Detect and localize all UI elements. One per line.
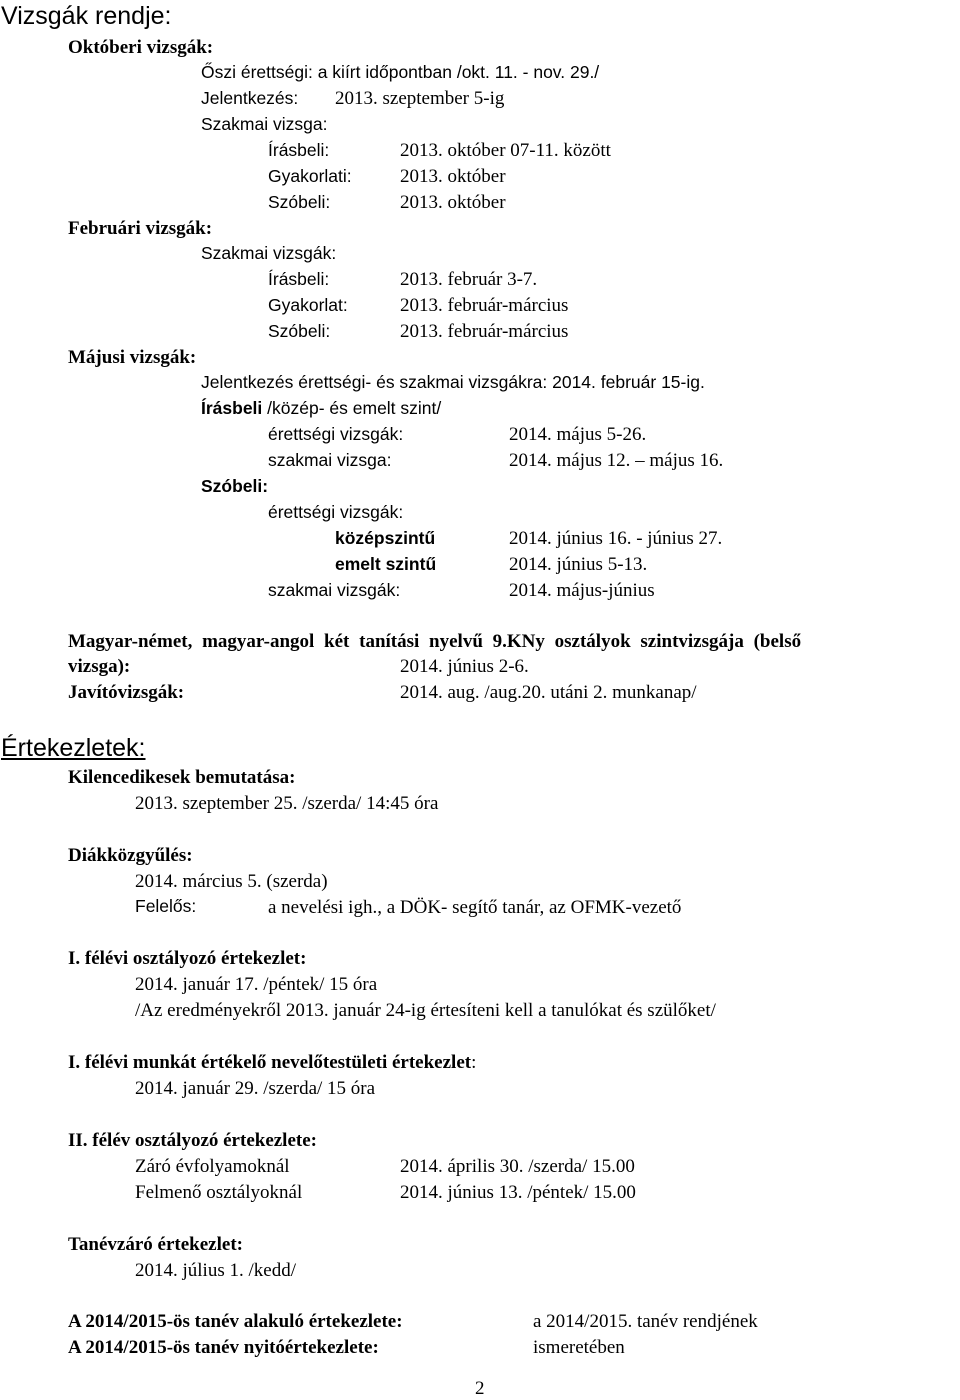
- okt-irasbeli-label: Írásbeli:: [268, 140, 330, 160]
- ketnyelvu-value: 2014. június 2-6.: [400, 656, 529, 677]
- emelt-szint-value: 2014. június 5-13.: [509, 554, 648, 575]
- zaro-value: 2014. április 30. /szerda/ 15.00: [400, 1156, 635, 1177]
- felelos-value: a nevelési igh., a DÖK- segítő tanár, az OFMK-vezető: [268, 897, 682, 918]
- majus-szobeli-heading: Szóbeli:: [201, 476, 269, 496]
- munka-heading: [68, 1053, 476, 1072]
- feb-szobeli-value: 2013. február-március: [400, 321, 569, 342]
- majus-szakmai-value: 2014. május 12. – május 16.: [509, 450, 724, 471]
- majus-irasbeli-line: [201, 400, 441, 418]
- feb-szakmai-label: Szakmai vizsgák:: [201, 243, 337, 263]
- kozepszint-label: középszintű: [335, 528, 436, 548]
- feb-szobeli-label: Szóbeli:: [268, 321, 331, 341]
- majus-irasbeli-bold: Írásbeli: [201, 398, 263, 418]
- ketnyelvu-line2: vizsga):: [68, 656, 131, 677]
- felev1-date: 2014. január 17. /péntek/ 15 óra: [135, 974, 378, 995]
- zaro-label: Záró évfolyamoknál: [135, 1156, 290, 1177]
- majus-irasbeli-rest: /közép- és emelt szint/: [262, 398, 442, 418]
- munka-date: 2014. január 29. /szerda/ 15 óra: [135, 1078, 376, 1099]
- munka-heading-colon: :: [471, 1052, 477, 1073]
- alakulo-value-line2: ismeretében: [533, 1337, 625, 1358]
- okt-gyakorlati-value: 2013. október: [400, 166, 506, 187]
- majus-szakmai2-label: szakmai vizsgák:: [268, 580, 401, 600]
- majus-szakmai-label: szakmai vizsga:: [268, 450, 392, 470]
- oszi-erettsegi: Őszi érettségi: a kiírt időpontban /okt. 11. - nov. 29./: [201, 62, 600, 82]
- kilencedikesek-value: 2013. szeptember 25. /szerda/ 14:45 óra: [135, 793, 439, 814]
- majus-erettsegi-label: érettségi vizsgák:: [268, 424, 404, 444]
- munka-heading-text: I. félévi munkát értékelő nevelőtestületi értekezlet: [68, 1052, 472, 1073]
- javito-label: Javítóvizsgák:: [68, 682, 185, 703]
- okt-gyakorlati-label: Gyakorlati:: [268, 166, 352, 186]
- jelentkezes-value: 2013. szeptember 5-ig: [335, 88, 505, 109]
- felev2-heading: II. félév osztályozó értekezlete:: [68, 1130, 317, 1151]
- kozepszint-value: 2014. június 16. - június 27.: [509, 528, 723, 549]
- alakulo-value-line1: a 2014/2015. tanév rendjének: [533, 1311, 758, 1332]
- feb-irasbeli-value: 2013. február 3-7.: [400, 269, 538, 290]
- majus-szakmai2-value: 2014. május-június: [509, 580, 655, 601]
- feb-irasbeli-label: Írásbeli:: [268, 269, 330, 289]
- tanevzaro-date: 2014. július 1. /kedd/: [135, 1260, 296, 1281]
- diakkozgyules-date: 2014. március 5. (szerda): [135, 871, 328, 892]
- okt-szobeli-label: Szóbeli:: [268, 192, 331, 212]
- okt-szobeli-value: 2013. október: [400, 192, 506, 213]
- felev1-heading: I. félévi osztályozó értekezlet:: [68, 948, 307, 969]
- page-number: 2: [475, 1378, 485, 1399]
- emelt-szint-label: emelt szintű: [335, 554, 437, 574]
- alakulo-label: A 2014/2015-ös tanév alakuló értekezlete:: [68, 1311, 403, 1332]
- majus-heading: Májusi vizsgák:: [68, 347, 197, 368]
- section-title-ertekezletek: Értekezletek:: [1, 734, 146, 762]
- felmeno-label: Felmenő osztályoknál: [135, 1182, 303, 1203]
- section-title-vizsgak: Vizsgák rendje:: [1, 2, 172, 30]
- felev1-note: /Az eredményekről 2013. január 24-ig értesíteni kell a tanulókat és szülőket/: [135, 1000, 716, 1021]
- oktober-heading: Októberi vizsgák:: [68, 37, 214, 58]
- feb-gyakorlat-value: 2013. február-március: [400, 295, 569, 316]
- majus-jelentkezes: Jelentkezés érettségi- és szakmai vizsgákra: 2014. február 15-ig.: [201, 372, 705, 392]
- szakmai-vizsga-label: Szakmai vizsga:: [201, 114, 328, 134]
- javito-value: 2014. aug. /aug.20. utáni 2. munkanap/: [400, 682, 697, 703]
- nyito-label: A 2014/2015-ös tanév nyitóértekezlete:: [68, 1337, 379, 1358]
- diakkozgyules-heading: Diákközgyűlés:: [68, 845, 193, 866]
- felelos-label: Felelős:: [135, 896, 197, 916]
- okt-irasbeli-value: 2013. október 07-11. között: [400, 140, 611, 161]
- kilencedikesek-heading: Kilencedikesek bemutatása:: [68, 767, 296, 788]
- felmeno-value: 2014. június 13. /péntek/ 15.00: [400, 1182, 636, 1203]
- tanevzaro-heading: Tanévzáró értekezlet:: [68, 1234, 243, 1255]
- jelentkezes-label: Jelentkezés:: [201, 88, 299, 108]
- majus-erettsegi2-label: érettségi vizsgák:: [268, 502, 404, 522]
- feb-gyakorlat-label: Gyakorlat:: [268, 295, 348, 315]
- majus-erettsegi-value: 2014. május 5-26.: [509, 424, 647, 445]
- februar-heading: Februári vizsgák:: [68, 218, 213, 239]
- ketnyelvu-line1: Magyar-német, magyar-angol két tanítási nyelvű 9.KNy osztályok szintvizsgája (belső: [68, 631, 802, 652]
